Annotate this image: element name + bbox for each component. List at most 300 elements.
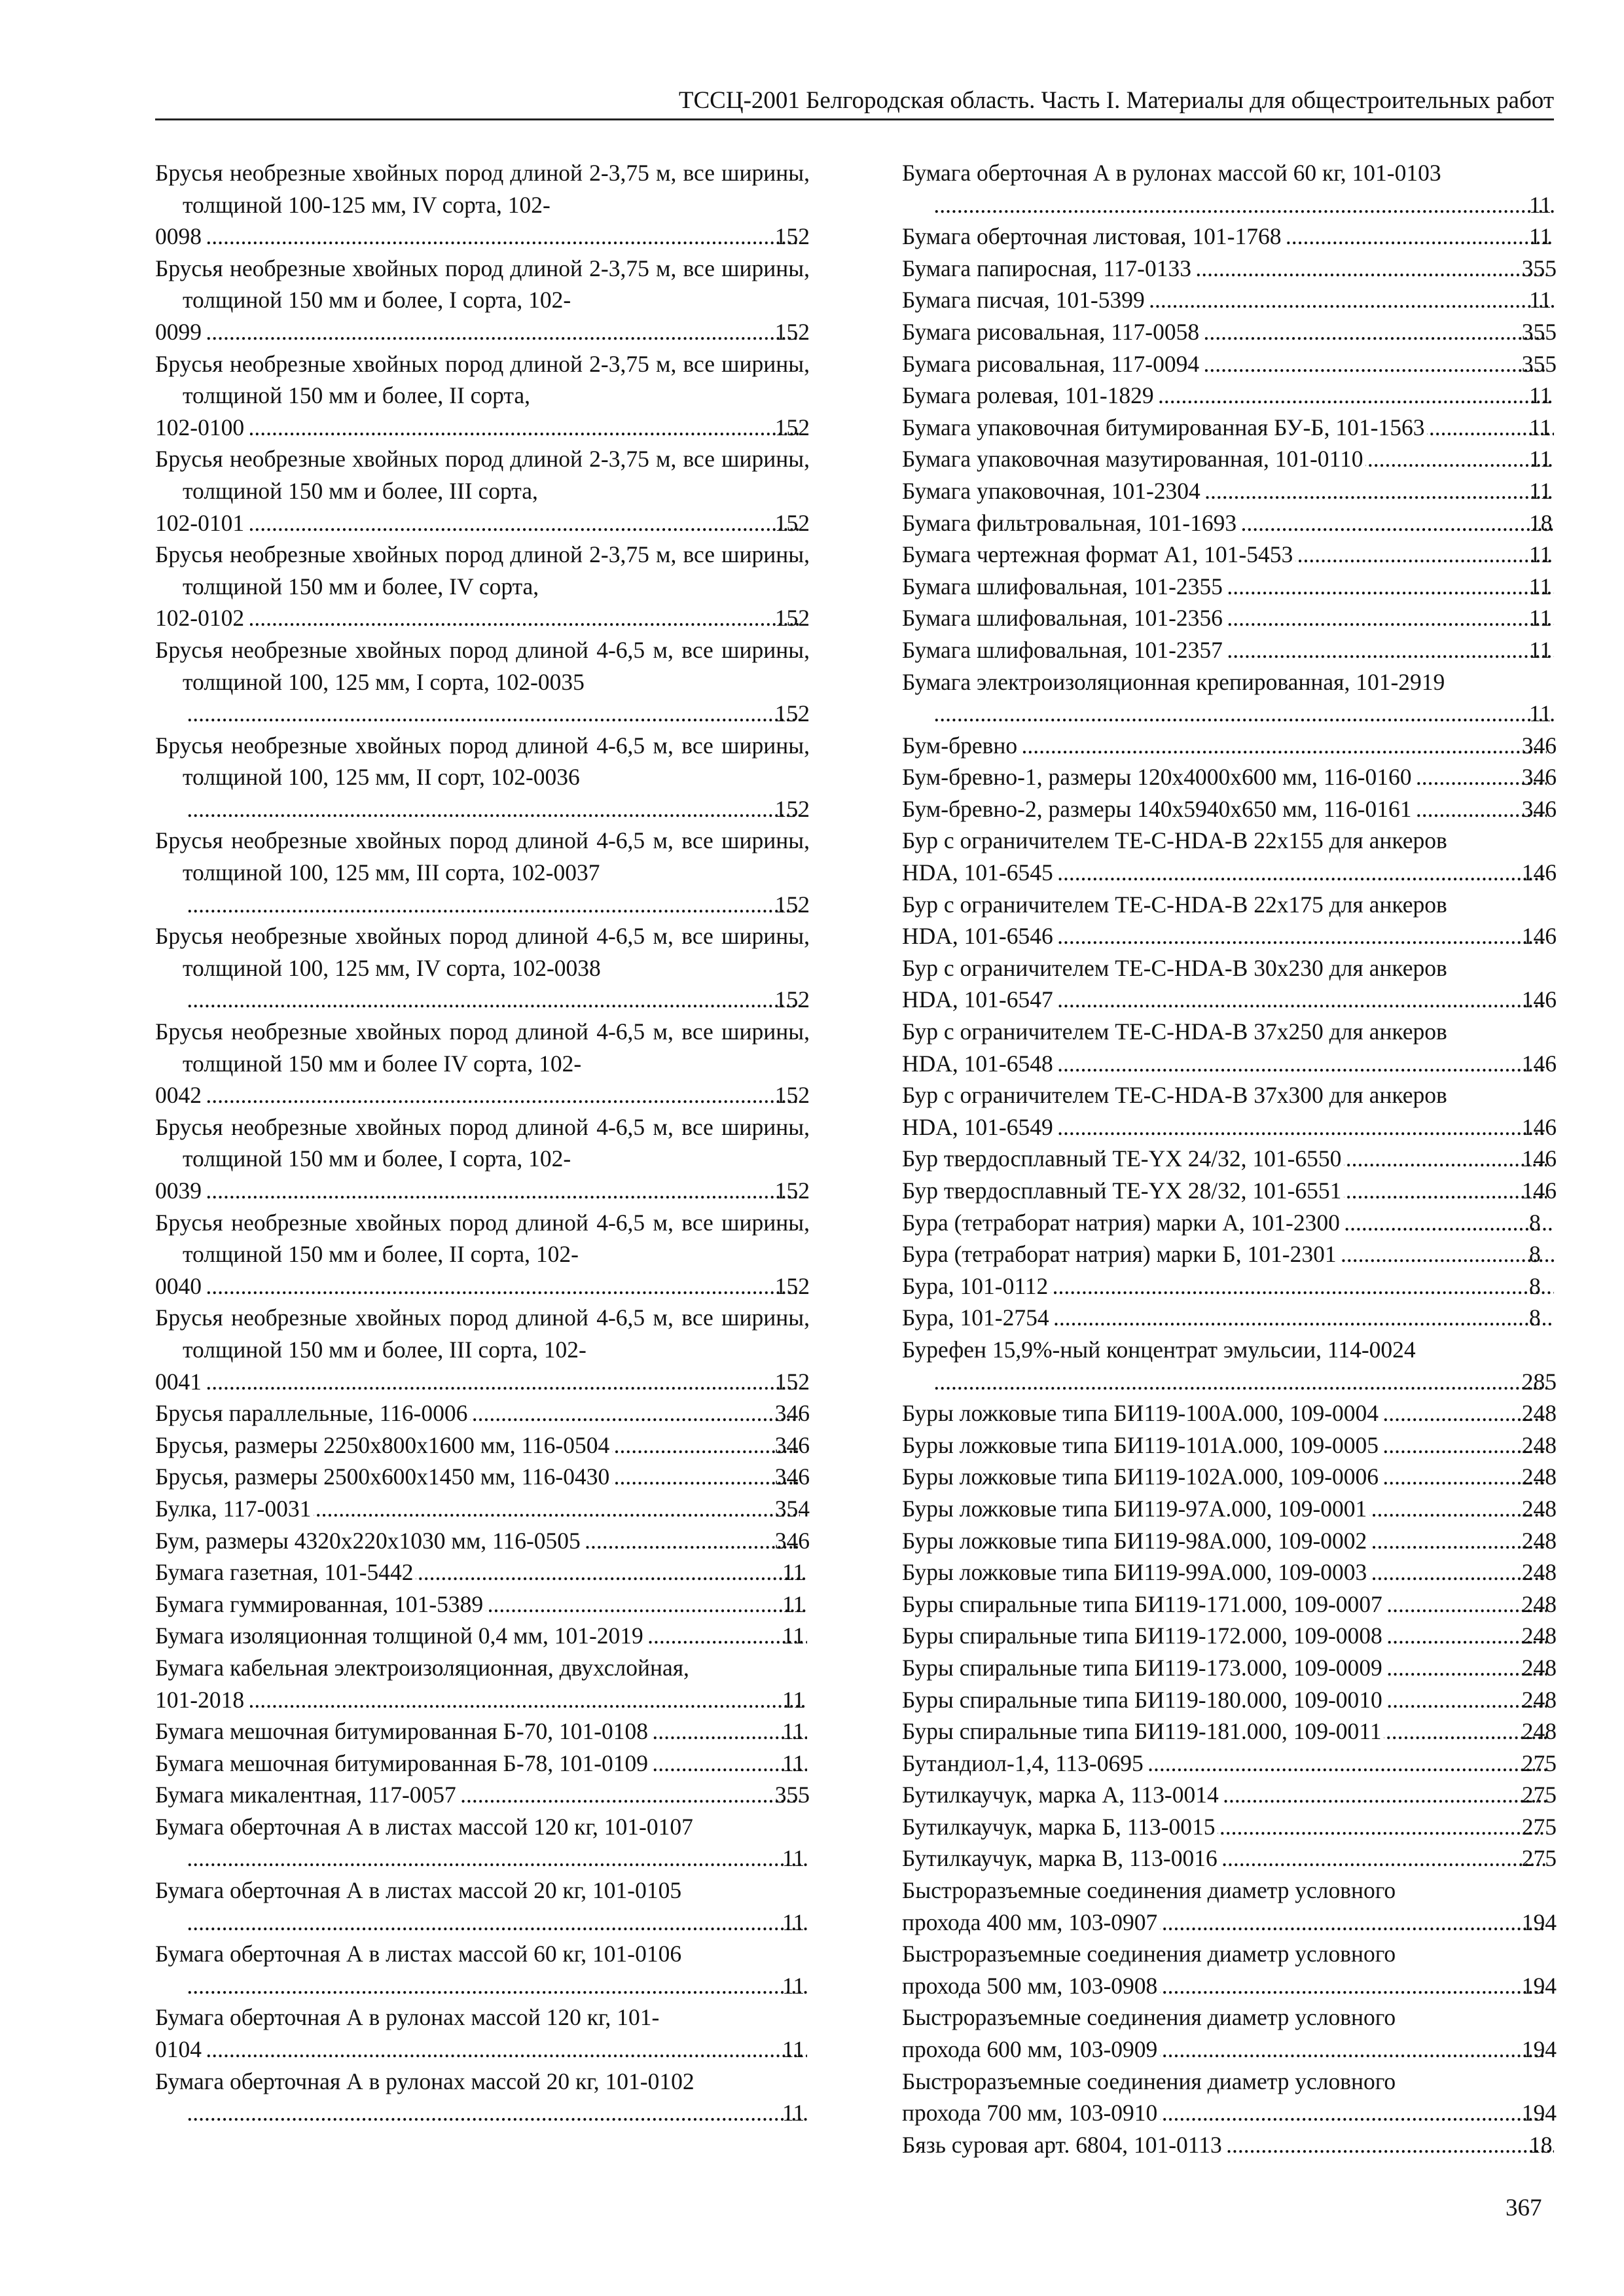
entry-text: Брусья необрезные хвойных пород длиной 4-6,5 м, все ширины, толщиной 150 мм и более, II сорта, 102- (155, 1209, 810, 1268)
entry-last-line: Бумага шлифовальная, 101-2355 ..... 11 (929, 571, 1557, 603)
entry-text-tail: Бумага ролевая, 101-1829 (902, 382, 1154, 409)
dot-leader (1020, 730, 1547, 762)
dot-leader (612, 1429, 800, 1462)
entry-last-line (902, 984, 1557, 1016)
index-entry (155, 825, 810, 920)
index-entry (155, 1207, 810, 1302)
entry-last-line (155, 1079, 810, 1111)
entry-last-line (902, 1429, 1557, 1462)
index-entry (155, 2001, 810, 2065)
index-entry (155, 1556, 810, 1588)
entry-last-line (155, 1429, 810, 1462)
dot-leader (486, 1588, 807, 1621)
entry-text-tail: Бумага папиросная, 117-0133 (902, 255, 1191, 281)
entry-text-tail: Бутандиол-1,4, 113-0695 (902, 1749, 1144, 1776)
entry-last-line: ..... 11 (929, 189, 1557, 221)
entry-text-tail: Бумага чертежная формат А1, 101-5453 (902, 541, 1293, 568)
dot-leader (1056, 1048, 1547, 1080)
page-reference: 248 (1521, 1527, 1557, 1554)
dot-leader (1220, 1842, 1547, 1874)
page-reference: 275 (1521, 1782, 1557, 1808)
entry-text-tail: Брусья параллельные, 116-0006 (155, 1400, 468, 1427)
page-reference: 355 (1521, 350, 1557, 377)
index-entry (902, 1684, 1557, 1716)
page-reference: 152 (774, 891, 810, 918)
dot-leader (185, 698, 800, 730)
index-entry (902, 1016, 1557, 1079)
entry-last-line (902, 1525, 1557, 1557)
entry-text: Брусья необрезные хвойных пород длиной 4-6,5 м, все ширины, толщиной 100, 125 мм, II сорт, 102-0036 (155, 732, 810, 791)
entry-text-tail: прохода 700 мм, 103-0910 (902, 2100, 1158, 2126)
dot-leader (1056, 1111, 1547, 1143)
entry-last-line: ..... 11 (183, 1907, 810, 1939)
entry-last-line (183, 793, 810, 825)
dot-leader (1146, 1748, 1547, 1780)
entry-text: Быстроразъемные соединения диаметр условного (902, 1877, 1396, 1904)
entry-text-tail: Бумага рисовальная, 117-0058 (902, 318, 1200, 345)
entry-last-line (155, 1175, 810, 1207)
entry-last-line: ..... 11 (929, 698, 1557, 730)
entry-text-tail: Бумага писчая, 101-5399 (902, 287, 1145, 314)
dot-leader (1339, 1238, 1554, 1270)
index-entry (155, 1874, 810, 1938)
entry-last-line (902, 1779, 1557, 1811)
entry-last-line (155, 1397, 810, 1429)
index-entry (155, 1811, 810, 1874)
entry-text-tail: Бура (тетраборат натрия) марки Б, 101-2301 (902, 1241, 1337, 1268)
entry-text: Брусья необрезные хвойных пород длиной 4-6,5 м, все ширины, толщиной 100, 125 мм, III сорта, 102-0037 (155, 827, 810, 886)
index-entry (155, 1493, 810, 1525)
entry-text: Бумага оберточная А в рулонах массой 60 кг, 101-0103 (902, 160, 1441, 186)
dot-leader (204, 221, 800, 253)
dot-leader (932, 698, 1554, 730)
page-reference: 248 (1521, 1463, 1557, 1490)
dot-leader (1157, 380, 1554, 412)
entry-last-line (902, 1048, 1557, 1080)
page-reference: 152 (774, 795, 810, 822)
page-reference: 285 (1521, 1368, 1557, 1395)
entry-last-line (155, 412, 810, 444)
entry-last-line (155, 221, 810, 253)
index-entry (902, 1525, 1557, 1557)
dot-leader (1239, 507, 1554, 539)
entry-last-line (929, 1366, 1557, 1398)
entry-text-tail: 0040 (155, 1272, 202, 1299)
entry-last-line: Бумага газетная, 101-5442 ..... 11 (183, 1556, 810, 1588)
dot-leader (1343, 1207, 1554, 1239)
dot-leader (1218, 1811, 1546, 1843)
dot-leader (204, 316, 800, 348)
page-reference: 248 (1521, 1623, 1557, 1649)
dot-leader (185, 1842, 807, 1874)
entry-text: Брусья необрезные хвойных пород длиной 4-6,5 м, все ширины, толщиной 100, 125 мм, IV сорта, 102-0038 (155, 923, 810, 981)
entry-text: Брусья необрезные хвойных пород длиной 2-3,75 м, все ширины, толщиной 150 мм и более, II сорта, (155, 350, 810, 409)
entry-last-line (155, 1779, 810, 1811)
index-entry (902, 1748, 1557, 1780)
dot-leader (1369, 1525, 1546, 1557)
page-reference: 346 (1521, 795, 1557, 822)
entry-last-line (155, 1461, 810, 1493)
entry-text-tail: Бумага изоляционная толщиной 0,4 мм, 101-2019 (155, 1623, 643, 1649)
entry-last-line: Бура (тетраборат натрия) марки Б, 101-2301 ..... 8 (929, 1238, 1557, 1270)
entry-text-tail: Бязь суровая арт. 6804, 101-0113 (902, 2131, 1222, 2158)
index-entry (902, 316, 1557, 348)
index-entry (902, 443, 1557, 475)
dot-leader (1295, 539, 1554, 571)
entry-text-tail: Бумага шлифовальная, 101-2356 (902, 605, 1223, 632)
entry-last-line (902, 761, 1557, 793)
entry-last-line (902, 1970, 1557, 2002)
header-title: ТССЦ-2001 Белгородская область. Часть I. Материалы для общестроительных работ (678, 87, 1554, 114)
dot-leader (185, 1907, 807, 1939)
page-reference: 146 (1521, 1145, 1557, 1172)
entry-last-line: ..... 11 (183, 1970, 810, 2002)
entry-last-line (902, 1652, 1557, 1684)
dot-leader (459, 1779, 800, 1811)
index-entry (155, 2066, 810, 2129)
index-entry (155, 1429, 810, 1462)
page-reference: 152 (774, 986, 810, 1013)
entry-last-line (155, 1366, 810, 1398)
entry-text-tail: 102-0100 (155, 414, 245, 440)
dot-leader (1056, 920, 1547, 952)
entry-text-tail: 102-0102 (155, 605, 245, 632)
page-reference: 146 (1521, 859, 1557, 886)
page-reference: 248 (1521, 1590, 1557, 1617)
dot-leader (185, 793, 800, 825)
entry-text: Бумага оберточная А в рулонах массой 120 кг, 101- (155, 2004, 660, 2031)
entry-text-tail: Буры ложковые типа БИ119-99А.000, 109-0003 (902, 1559, 1367, 1586)
page-reference: 346 (1521, 732, 1557, 759)
index-entry (155, 1620, 810, 1652)
page-reference: 346 (774, 1431, 810, 1458)
entry-last-line: Бумага оберточная листовая, 101-1768 ..... 11 (929, 221, 1557, 253)
index-entry (902, 761, 1557, 793)
index-column-right (902, 157, 1557, 2161)
entry-last-line (902, 920, 1557, 952)
index-column-left (155, 157, 810, 2129)
dot-leader (1369, 1556, 1546, 1588)
entry-last-line (902, 730, 1557, 762)
dot-leader (1160, 1970, 1546, 2002)
page-reference: 146 (1521, 923, 1557, 950)
entry-last-line (902, 1715, 1557, 1748)
entry-last-line: Бязь суровая арт. 6804, 101-0113 ..... 18 (929, 2129, 1557, 2161)
index-entry (155, 253, 810, 348)
entry-last-line (902, 1907, 1557, 1939)
index-entry (902, 539, 1557, 571)
index-entry (155, 1715, 810, 1748)
dot-leader (185, 1970, 807, 2002)
entry-text-tail: 0098 (155, 223, 202, 250)
entry-text-tail: Бумага рисовальная, 117-0094 (902, 350, 1200, 377)
index-entry (155, 1525, 810, 1557)
entry-text-tail: HDA, 101-6547 (902, 986, 1053, 1013)
index-entry (155, 920, 810, 1016)
entry-text-tail: Брусья, размеры 2500х600х1450 мм, 116-0430 (155, 1463, 610, 1490)
index-entry (902, 1715, 1557, 1748)
entry-last-line (902, 1842, 1557, 1874)
entry-text-tail: Бумага микалентная, 117-0057 (155, 1782, 456, 1808)
page-reference: 152 (774, 318, 810, 345)
index-entry (902, 1429, 1557, 1462)
entry-text-tail: Бура, 101-2754 (902, 1304, 1049, 1331)
index-entry (902, 1079, 1557, 1143)
entry-text-tail: Бутилкаучук, марка В, 113-0016 (902, 1845, 1218, 1872)
entry-last-line: Бумага мешочная битумированная Б-70, 101-0108 ..... 11 (183, 1715, 810, 1748)
dot-leader (204, 1366, 800, 1398)
entry-text-tail: 0039 (155, 1177, 202, 1204)
entry-text-tail: Буры спиральные типа БИ119-173.000, 109-0009 (902, 1654, 1382, 1681)
index-entry (155, 443, 810, 539)
page-reference: 146 (1521, 986, 1557, 1013)
entry-text-tail: 101-2018 (155, 1686, 245, 1713)
entry-last-line (155, 1493, 810, 1525)
index-entry (155, 1111, 810, 1207)
page-reference: 152 (774, 1272, 810, 1299)
index-entry (902, 380, 1557, 412)
dot-leader (1365, 443, 1554, 475)
dot-leader (185, 984, 800, 1016)
page-reference: 346 (774, 1463, 810, 1490)
entry-text: Быстроразъемные соединения диаметр условного (902, 1941, 1396, 1967)
page-reference: 248 (1521, 1495, 1557, 1522)
page-number: 367 (1506, 2195, 1542, 2221)
page-reference: 355 (1521, 318, 1557, 345)
entry-text: Бумага электроизоляционная крепированная, 101-2919 (902, 668, 1445, 695)
entry-last-line: Бумага шлифовальная, 101-2357 ..... 11 (929, 634, 1557, 666)
entry-last-line (155, 1525, 810, 1557)
index-entry (902, 1302, 1557, 1334)
page-reference: 248 (1521, 1686, 1557, 1713)
index-entry (155, 348, 810, 444)
index-entry (902, 1620, 1557, 1652)
index-entry (902, 1397, 1557, 1429)
entry-text-tail: Бумага оберточная листовая, 101-1768 (902, 223, 1282, 250)
entry-last-line (902, 1111, 1557, 1143)
index-entry (155, 1016, 810, 1111)
entry-text: Бур с ограничителем TE-C-HDA-B 22x175 для анкеров (902, 891, 1447, 918)
page-reference: 346 (774, 1400, 810, 1427)
entry-last-line: Бумага писчая, 101-5399 ..... 11 (929, 284, 1557, 316)
index-entry (902, 1270, 1557, 1302)
index-entry (155, 1461, 810, 1493)
entry-last-line: 0104 ..... 11 (183, 2034, 810, 2066)
entry-text-tail: Буры спиральные типа БИ119-172.000, 109-0008 (902, 1623, 1382, 1649)
page-reference: 152 (774, 605, 810, 632)
entry-last-line: Бумага упаковочная битумированная БУ-Б, 101-1563 ..... 11 (929, 412, 1557, 444)
entry-last-line (902, 857, 1557, 889)
entry-last-line: Бумага упаковочная мазутированная, 101-0110 ..... 11 (929, 443, 1557, 475)
index-entry (902, 1874, 1557, 1938)
index-entry (902, 475, 1557, 507)
entry-text: Быстроразъемные соединения диаметр условного (902, 2004, 1396, 2031)
entry-last-line (155, 507, 810, 539)
entry-text: Бумага кабельная электроизоляционная, двухслойная, (155, 1654, 689, 1681)
entry-text: Брусья необрезные хвойных пород длиной 2-3,75 м, все ширины, толщиной 100-125 мм, IV сорта, 102- (155, 160, 810, 218)
entry-last-line (902, 2034, 1557, 2066)
index-entry (902, 1461, 1557, 1493)
index-entry (902, 634, 1557, 666)
page-reference: 152 (774, 414, 810, 440)
entry-text: Бурефен 15,9%-ный концентрат эмульсии, 114-0024 (902, 1336, 1416, 1363)
entry-text-tail: Бумага фильтровальная, 101-1693 (902, 509, 1237, 536)
dot-leader (314, 1493, 799, 1525)
page-reference: 275 (1521, 1845, 1557, 1872)
entry-text-tail: Бур твердосплавный TE-YX 24/32, 101-6550 (902, 1145, 1342, 1172)
page-reference: 194 (1521, 1909, 1557, 1935)
entry-text: Бумага оберточная А в листах массой 120 кг, 101-0107 (155, 1813, 693, 1840)
dot-leader (204, 2034, 807, 2066)
entry-last-line: ..... 11 (183, 1842, 810, 1874)
entry-last-line (183, 889, 810, 921)
dot-leader (1194, 253, 1547, 285)
entry-text-tail: Бумага гуммированная, 101-5389 (155, 1590, 484, 1617)
entry-text: Бумага оберточная А в листах массой 20 кг, 101-0105 (155, 1877, 682, 1904)
entry-text-tail: Буры ложковые типа БИ119-101А.000, 109-0005 (902, 1431, 1379, 1458)
index-entry (155, 634, 810, 730)
entry-text-tail: Бумага шлифовальная, 101-2355 (902, 573, 1223, 600)
index-entry (902, 1588, 1557, 1621)
dot-leader (1160, 2097, 1546, 2129)
index-entry (155, 1588, 810, 1621)
entry-text: Брусья необрезные хвойных пород длиной 2-3,75 м, все ширины, толщиной 150 мм и более, I сорта, 102- (155, 255, 810, 314)
entry-text-tail: прохода 600 мм, 103-0909 (902, 2036, 1158, 2063)
entry-last-line: Бумага фильтровальная, 101-1693 ..... 18 (929, 507, 1557, 539)
index-entry (902, 793, 1557, 825)
dot-leader (1051, 1270, 1554, 1302)
dot-leader (1147, 284, 1554, 316)
index-entry (902, 571, 1557, 603)
index-entry (902, 1556, 1557, 1588)
dot-leader (1221, 1779, 1547, 1811)
index-entry (902, 602, 1557, 634)
page-reference: 346 (774, 1527, 810, 1554)
entry-text-tail: HDA, 101-6548 (902, 1050, 1053, 1077)
entry-last-line (902, 1684, 1557, 1716)
index-entry (902, 1811, 1557, 1843)
entry-last-line: Бумага мешочная битумированная Б-78, 101-0109 ..... 11 (183, 1748, 810, 1780)
entry-last-line: 101-2018 ..... 11 (183, 1684, 810, 1716)
entry-last-line: Бумага упаковочная, 101-2304 ..... 11 (929, 475, 1557, 507)
index-entry (902, 221, 1557, 253)
dot-leader (1344, 1175, 1546, 1207)
index-entry (902, 2066, 1557, 2129)
dot-leader (204, 1079, 800, 1111)
entry-last-line (155, 316, 810, 348)
dot-leader (1202, 348, 1547, 380)
index-entry (902, 1938, 1557, 2001)
entry-text-tail: Бумага упаковочная битумированная БУ-Б, 101-1563 (902, 414, 1425, 440)
dot-leader (1284, 221, 1555, 253)
entry-text-tail: Бумага мешочная битумированная Б-70, 101-0108 (155, 1718, 649, 1745)
entry-text-tail: Бутилкаучук, марка Б, 113-0015 (902, 1813, 1216, 1840)
entry-last-line (902, 253, 1557, 285)
index-entry (902, 157, 1557, 221)
entry-text-tail: Бум, размеры 4320х220х1030 мм, 116-0505 (155, 1527, 581, 1554)
dot-leader (247, 507, 800, 539)
page-reference: 346 (1521, 764, 1557, 791)
index-entry (155, 1652, 810, 1715)
entry-last-line: Бура, 101-0112 ..... 8 (929, 1270, 1557, 1302)
index-entry (902, 1143, 1557, 1175)
entry-text: Брусья необрезные хвойных пород длиной 2-3,75 м, все ширины, толщиной 150 мм и более, III сорта, (155, 446, 810, 504)
entry-text-tail: прохода 400 мм, 103-0907 (902, 1909, 1158, 1935)
entry-text-tail: Буры спиральные типа БИ119-180.000, 109-0010 (902, 1686, 1382, 1713)
index-entry (902, 1493, 1557, 1525)
page-reference: 152 (774, 1177, 810, 1204)
dot-leader (247, 602, 800, 634)
entry-text: Быстроразъемные соединения диаметр условного (902, 2068, 1396, 2094)
dot-leader (247, 1684, 807, 1716)
entry-text-tail: Бутилкаучук, марка А, 113-0014 (902, 1782, 1219, 1808)
index-entry (155, 1397, 810, 1429)
dot-leader (185, 889, 800, 921)
page-reference: 146 (1521, 1113, 1557, 1140)
dot-leader (932, 1366, 1547, 1398)
index-entry (902, 412, 1557, 444)
entry-text-tail: Бумага упаковочная, 101-2304 (902, 477, 1200, 504)
entry-last-line (183, 984, 810, 1016)
page-reference: 194 (1521, 1972, 1557, 1999)
dot-leader (1056, 984, 1547, 1016)
entry-text-tail: 0104 (155, 2036, 202, 2063)
entry-last-line (902, 1461, 1557, 1493)
index-entry (902, 1207, 1557, 1239)
entry-text-tail: Бум-бревно (902, 732, 1018, 759)
page-reference: 152 (774, 1082, 810, 1109)
index-entry (902, 1652, 1557, 1684)
entry-text-tail: прохода 500 мм, 103-0908 (902, 1972, 1158, 1999)
entry-last-line: ..... 11 (183, 2097, 810, 2129)
entry-last-line: Бура, 101-2754 ..... 8 (929, 1302, 1557, 1334)
dot-leader (1202, 316, 1547, 348)
entry-text: Бур с ограничителем TE-C-HDA-B 37x300 для анкеров (902, 1082, 1447, 1109)
entry-text-tail: Буры ложковые типа БИ119-97А.000, 109-0001 (902, 1495, 1367, 1522)
entry-last-line (902, 1811, 1557, 1843)
index-entry (902, 284, 1557, 316)
dot-leader (470, 1397, 799, 1429)
index-entry (902, 889, 1557, 952)
dot-leader (932, 189, 1554, 221)
entry-text: Брусья необрезные хвойных пород длиной 2-3,75 м, все ширины, толщиной 150 мм и более, IV сорта, (155, 541, 810, 600)
entry-text-tail: Бум-бревно-1, размеры 120х4000х600 мм, 116-0160 (902, 764, 1412, 791)
entry-last-line (902, 1748, 1557, 1780)
page-reference: 248 (1521, 1400, 1557, 1427)
dot-leader (1056, 857, 1547, 889)
page-reference: 146 (1521, 1177, 1557, 1204)
entry-text-tail: Буры спиральные типа БИ119-171.000, 109-0007 (902, 1590, 1382, 1617)
dot-leader (1160, 1907, 1546, 1939)
entry-text-tail: HDA, 101-6546 (902, 923, 1053, 950)
index-entry (902, 1842, 1557, 1874)
index-entry (155, 1748, 810, 1780)
index-entry (902, 2129, 1557, 2161)
entry-last-line (902, 1493, 1557, 1525)
index-entry (902, 825, 1557, 888)
entry-text: Бур с ограничителем TE-C-HDA-B 37x250 для анкеров (902, 1018, 1447, 1045)
entry-text-tail: Бура (тетраборат натрия) марки А, 101-2300 (902, 1209, 1340, 1236)
entry-text-tail: Буры ложковые типа БИ119-100А.000, 109-0004 (902, 1400, 1379, 1427)
entry-text-tail: Буры ложковые типа БИ119-98А.000, 109-0002 (902, 1527, 1367, 1554)
dot-leader (1052, 1302, 1554, 1334)
entry-last-line: Бумага гуммированная, 101-5389 ..... 11 (183, 1588, 810, 1621)
entry-text-tail: Булка, 117-0031 (155, 1495, 312, 1522)
entry-text-tail: 0099 (155, 318, 202, 345)
entry-text: Бур с ограничителем TE-C-HDA-B 22x155 для анкеров (902, 827, 1447, 854)
entry-text: Брусья необрезные хвойных пород длиной 4-6,5 м, все ширины, толщиной 150 мм и более, I сорта, 102- (155, 1113, 810, 1172)
page-reference: 275 (1521, 1749, 1557, 1776)
